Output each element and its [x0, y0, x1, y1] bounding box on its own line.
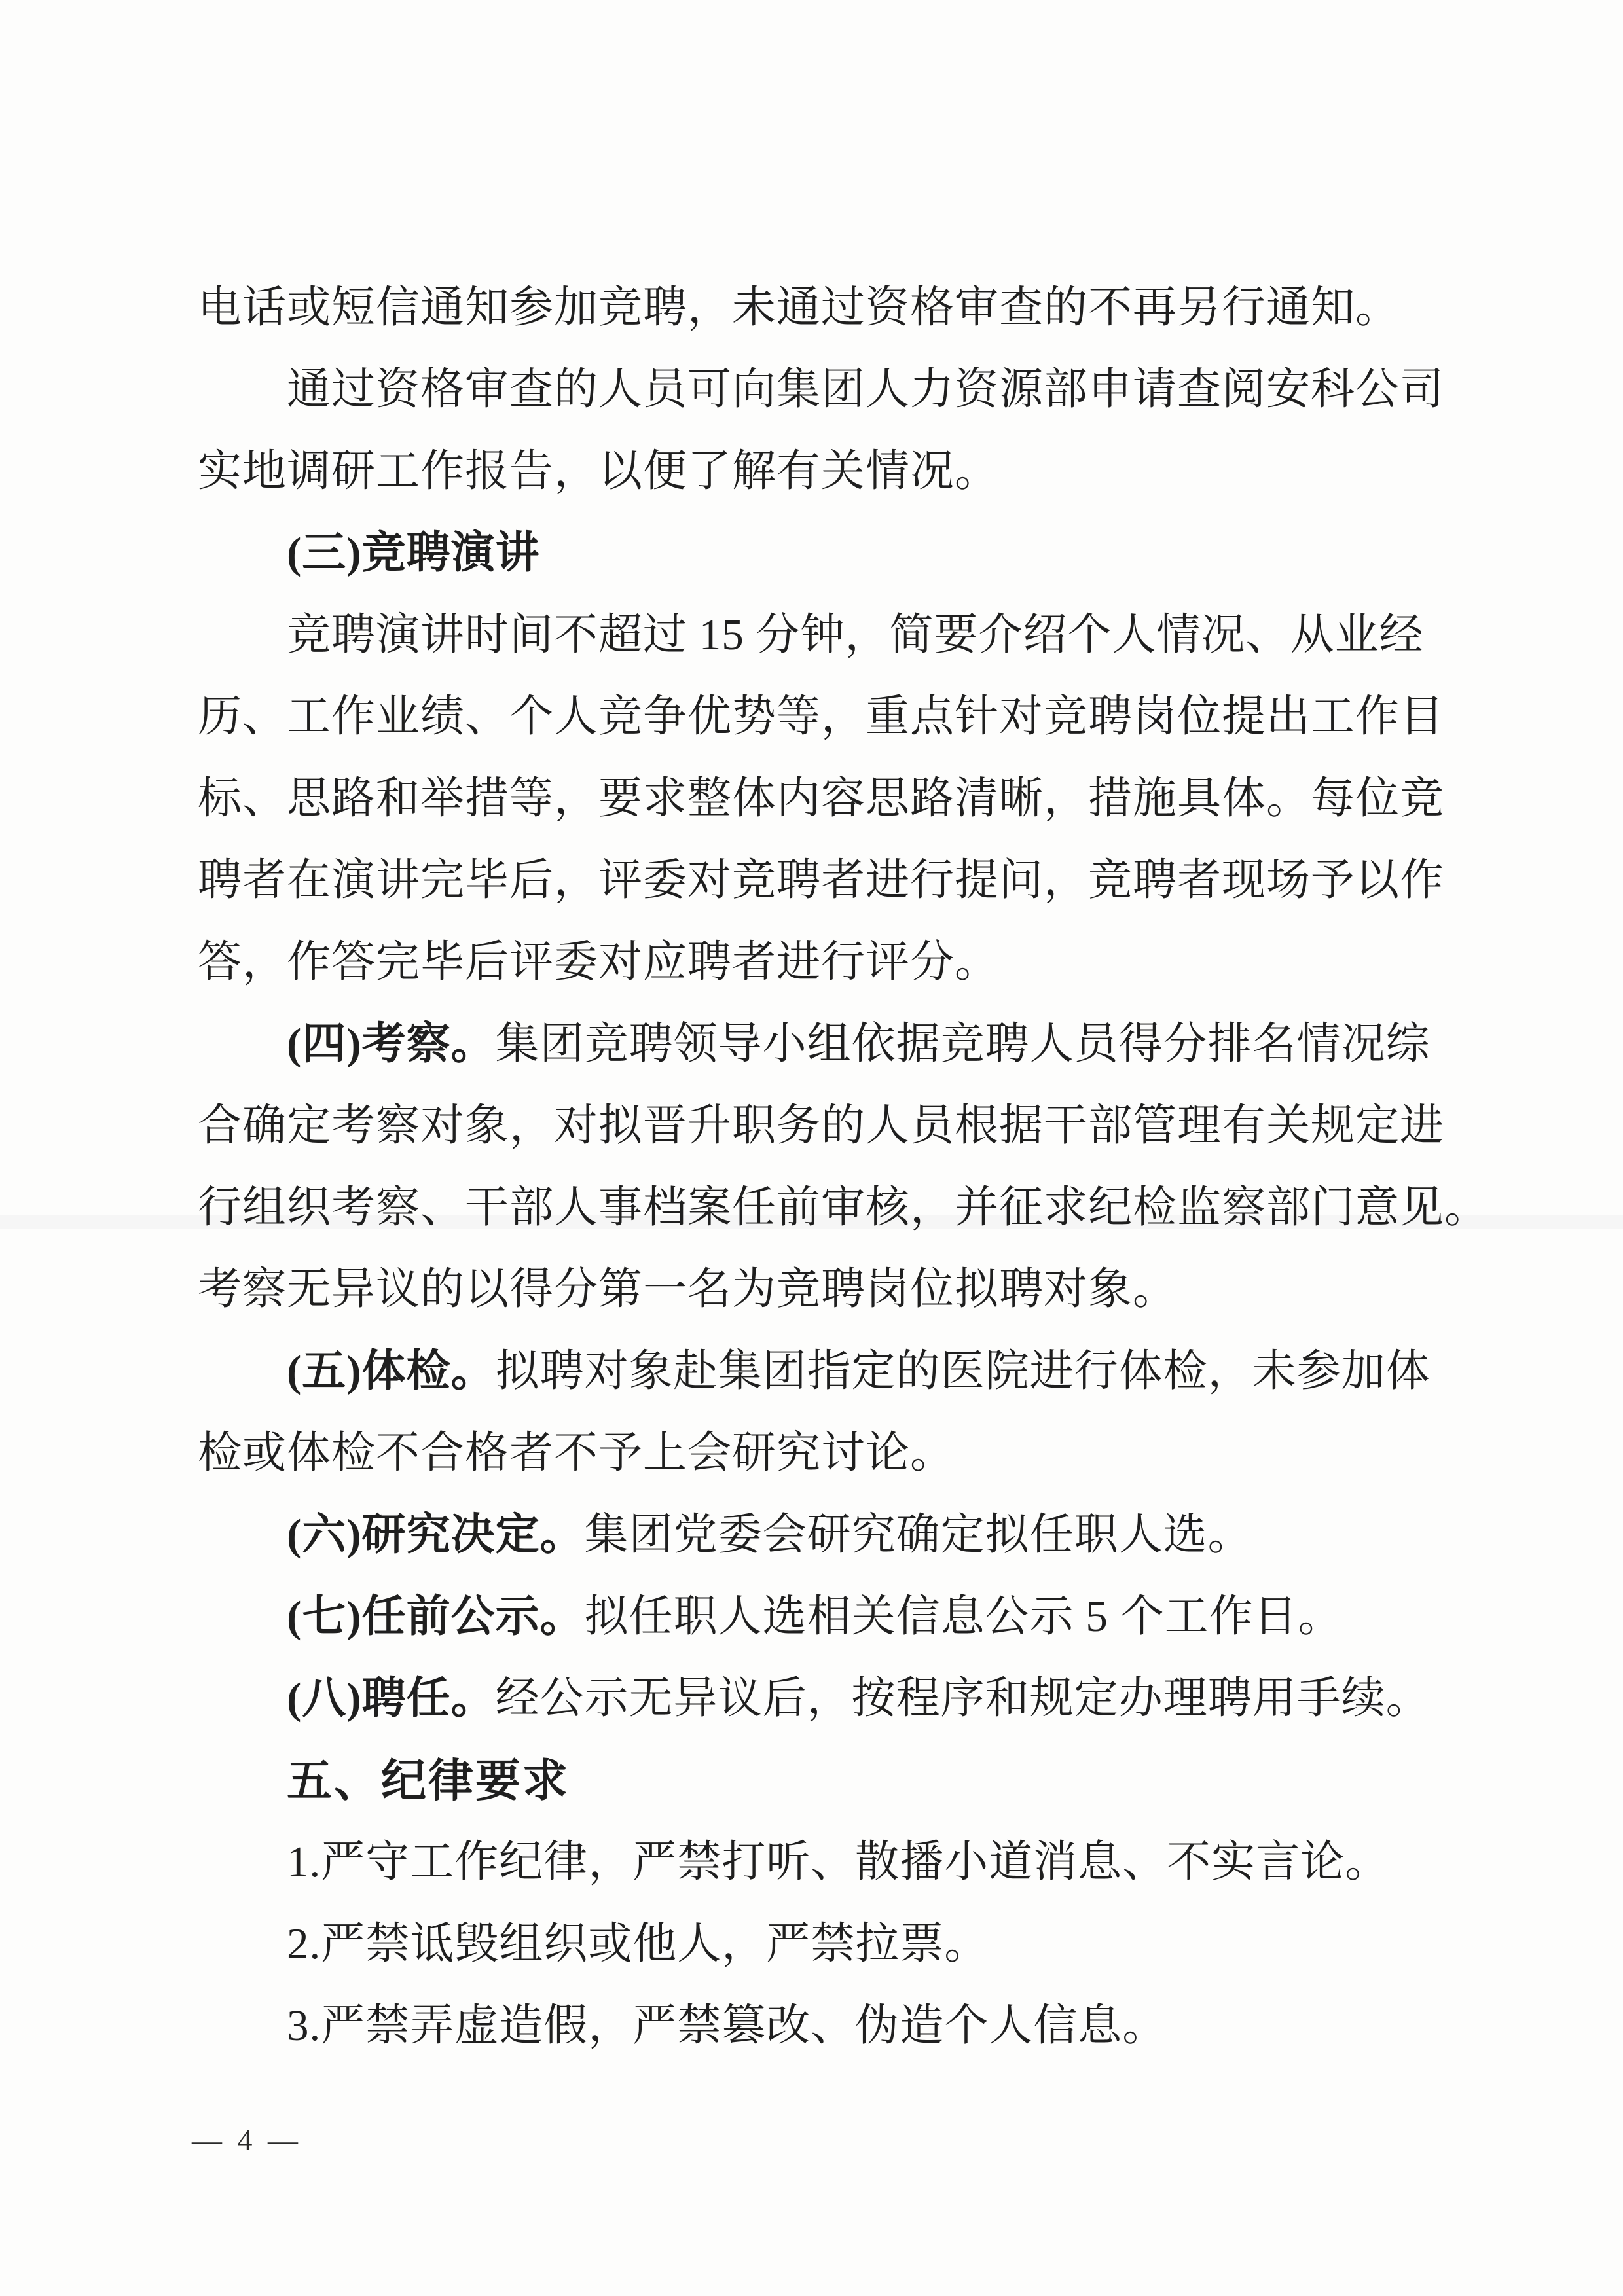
text-line: 检或体检不合格者不予上会研究讨论。: [198, 1429, 955, 1477]
text-line: (七)任前公示。拟任职人选相关信息公示 5 个工作日。: [287, 1592, 1343, 1641]
text-line: 合确定考察对象，对拟晋升职务的人员根据干部管理有关规定进: [198, 1102, 1444, 1150]
page-number: — 4 —: [192, 2123, 302, 2157]
text-line: 历、工作业绩、个人竞争优势等，重点针对竞聘岗位提出工作目: [198, 692, 1444, 741]
list-item: 3.严禁弄虚造假，严禁篡改、伪造个人信息。: [287, 2001, 1167, 2050]
text-line: 竞聘演讲时间不超过 15 分钟，简要介绍个人情况、从业经: [287, 611, 1424, 659]
text-line: 行组织考察、干部人事档案任前审核，并征求纪检监察部门意见。: [198, 1183, 1489, 1232]
list-item: 1.严守工作纪律，严禁打听、散播小道消息、不实言论。: [287, 1838, 1390, 1886]
document-content: [198, 267, 1489, 2067]
list-item: 2.严禁诋毁组织或他人，严禁拉票。: [287, 1920, 989, 1968]
text-line: 通过资格审查的人员可向集团人力资源部申请查阅安科公司: [287, 365, 1444, 414]
text-line: 考察无异议的以得分第一名为竞聘岗位拟聘对象。: [198, 1265, 1177, 1314]
text-line: 答，作答完毕后评委对应聘者进行评分。: [198, 938, 999, 986]
text-line: (四)考察。集团竞聘领导小组依据竞聘人员得分排名情况综: [287, 1020, 1431, 1068]
text-line: (六)研究决定。集团党委会研究确定拟任职人选。: [287, 1511, 1252, 1559]
text-line: 实地调研工作报告，以便了解有关情况。: [198, 447, 999, 495]
text-line: (五)体检。拟聘对象赴集团指定的医院进行体检，未参加体: [287, 1347, 1431, 1395]
text-line: (八)聘任。经公示无异议后，按程序和规定办理聘用手续。: [287, 1674, 1431, 1723]
text-line: 标、思路和举措等，要求整体内容思路清晰，措施具体。每位竞: [198, 774, 1444, 823]
text-line: 聘者在演讲完毕后，评委对竞聘者进行提问，竞聘者现场予以作: [198, 856, 1444, 905]
section-heading: 五、纪律要求: [287, 1755, 570, 1806]
section-heading: (三)竞聘演讲: [287, 529, 540, 577]
text-line: 电话或短信通知参加竞聘，未通过资格审查的不再另行通知。: [198, 283, 1400, 332]
